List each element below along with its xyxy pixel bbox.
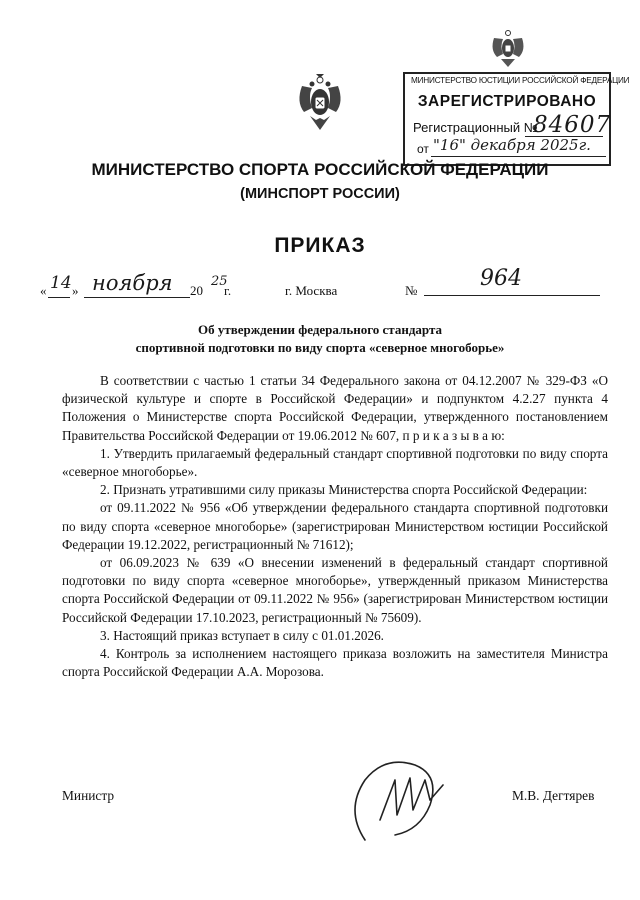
ministry-short-name: (МИНСПОРТ РОССИИ): [240, 186, 400, 202]
date-month-underline: [84, 297, 190, 298]
date-quote-open: «: [40, 283, 47, 298]
date-year-abbrev: г.: [224, 283, 232, 298]
date-month: ноября: [92, 271, 173, 295]
signatory-name: М.В. Дегтярев: [512, 788, 595, 803]
number-sign: №: [405, 283, 418, 298]
order-number-underline: [424, 295, 600, 296]
order-number: 964: [480, 266, 522, 291]
stamp-date: "16" декабря 2025г.: [433, 136, 591, 154]
stamp-emblem-icon: [490, 28, 526, 68]
signatory-title: Министр: [62, 788, 115, 803]
subject-line-1: Об утверждении федерального стандарта: [197, 322, 443, 337]
date-year-suffix: 25: [211, 274, 228, 289]
city: г. Москва: [285, 283, 338, 298]
stamp-date-prefix: от: [417, 142, 429, 156]
body-paragraph-item-3: 3. Настоящий приказ вступает в силу с 01.01.2026.: [100, 627, 384, 643]
stamp-reg-label: Регистрационный №: [413, 120, 538, 135]
stamp-date-underline: [431, 156, 606, 157]
body-paragraph-repealed-1: от 09.11.2022 № 956 «Об утверждении федерального стандарта спортивной подготовки по виду спорта «северное многоборье» (зарегистрирован Министерством юстиции Российской Федерации 19.12.2022, регистрационный № 71612);: [62, 500, 608, 552]
order-body: [62, 372, 608, 681]
document-type-title: ПРИКАЗ: [274, 234, 366, 257]
body-paragraph-item-1: 1. Утвердить прилагаемый федеральный стандарт спортивной подготовки по виду спорта «северное многоборье».: [62, 445, 608, 480]
body-paragraph-preamble: В соответствии с частью 1 статьи 34 Федерального закона от 04.12.2007 № 329-ФЗ «О физической культуре и спорте в Российской Федерации» и подпунктом 4.2.27 пункта 4 Положения о Министерстве спорта Российской Федерации, утвержденного постановлением Правительства Российской Федерации от 19.06.2012 № 607, п р и к а з ы в а ю:: [62, 373, 608, 443]
handwritten-signature: [325, 750, 475, 850]
date-day-underline: [48, 297, 70, 298]
stamp-reg-number: 84607: [533, 112, 612, 138]
registration-stamp: [403, 72, 630, 166]
date-quote-close: »: [72, 283, 79, 298]
coat-of-arms-icon: [294, 72, 346, 134]
stamp-ministry-name: МИНИСТЕРСТВО ЮСТИЦИИ РОССИЙСКОЙ ФЕДЕРАЦИИ: [411, 76, 630, 85]
body-paragraph-item-4: 4. Контроль за исполнением настоящего приказа возложить на заместителя Министра спорта Российской Федерации А.А. Морозова.: [62, 646, 608, 680]
date-day: 14: [50, 273, 72, 293]
stamp-status: ЗАРЕГИСТРИРОВАНО: [417, 93, 597, 110]
body-paragraph-item-2: 2. Признать утратившими силу приказы Министерства спорта Российской Федерации:: [100, 482, 588, 498]
date-year-prefix: 20: [190, 283, 203, 298]
ministry-name: МИНИСТЕРСТВО СПОРТА РОССИЙСКОЙ ФЕДЕРАЦИИ: [91, 160, 549, 179]
subject-line-2: спортивной подготовки по виду спорта «северное многоборье»: [135, 340, 505, 355]
body-paragraph-repealed-2: от 06.09.2023 № 639 «О внесении изменений в федеральный стандарт спортивной подготовки по виду спорта «северное многоборье», утвержденный приказом Министерства спорта Российской Федерации от 09.11.2022 № 956» (зарегистрирован Министерством юстиции Российской Федерации 17.10.2023, регистрационный № 75609).: [62, 555, 608, 625]
